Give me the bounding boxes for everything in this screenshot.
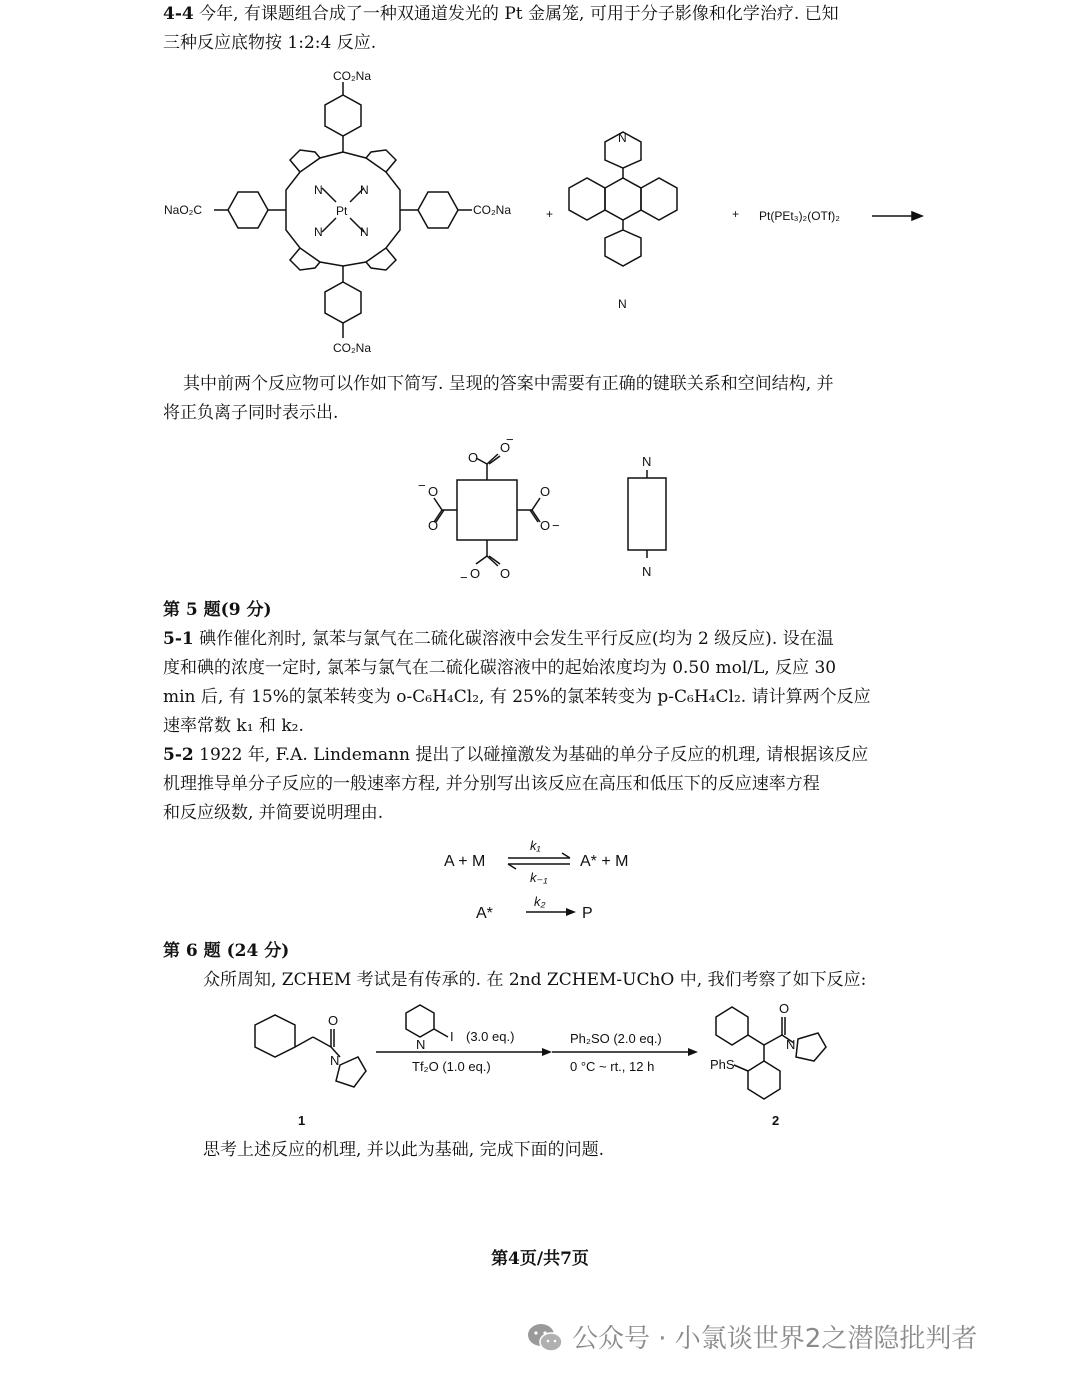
reagent1-bottom: Tf₂O (1.0 eq.) <box>412 1059 491 1074</box>
k2-label: k₂ <box>534 894 546 909</box>
carboxylate-o: O <box>500 566 511 581</box>
q5-2-line2: 机理推导单分子反应的一般速率方程, 并分别写出该反应在高压和低压下的反应速率方程 <box>163 774 820 794</box>
k1-label: k₁ <box>530 838 541 853</box>
q44-line1-text: 今年, 有课题组合成了一种双通道发光的 Pt 金属笼, 可用于分子影像和化学治疗. 已知 <box>199 4 839 24</box>
eq2-left: A* <box>476 905 493 922</box>
minus-sign: − <box>506 432 514 447</box>
pyridine-n: N <box>416 1037 426 1052</box>
co2na-right: CO₂Na <box>473 203 511 217</box>
q44-para-line2: 将正负离子同时表示出. <box>163 403 339 423</box>
lindemann-mechanism <box>430 830 660 930</box>
compound-1-label: 1 <box>298 1113 306 1128</box>
k-minus1-label: k₋₁ <box>530 870 548 885</box>
minus-sign: − <box>418 478 426 493</box>
q6-reaction-scheme <box>220 995 860 1135</box>
amide-n-1: N <box>330 1053 340 1068</box>
phs-label: PhS <box>710 1057 735 1072</box>
carboxylate-o: O <box>428 484 439 499</box>
carboxylate-o: O <box>470 566 481 581</box>
q5-1-line1 <box>163 625 834 654</box>
q44-para-line1: 其中前两个反应物可以作如下简写. 呈现的答案中需要有正确的键联关系和空间结构, 并 <box>183 374 834 394</box>
carboxylate-o: O <box>540 518 551 533</box>
linker-n-bottom: N <box>642 564 652 579</box>
compound-2-label: 2 <box>772 1113 780 1128</box>
watermark-text: 公众号 · 小氯谈世界2之潜隐批判者 <box>572 1324 978 1354</box>
co2na-bottom: CO₂Na <box>333 341 371 355</box>
co2na-top: CO₂Na <box>333 69 371 83</box>
wechat-icon <box>526 1322 564 1354</box>
carboxylate-o: O <box>468 450 479 465</box>
nao2c-left: NaO₂C <box>164 203 202 217</box>
q5-1-line2: 度和碘的浓度一定时, 氯苯与氯气在二硫化碳溶液中的起始浓度均为 0.50 mol/L, 反应 30 <box>163 658 837 678</box>
n-label: N <box>314 225 323 239</box>
q44-label: 4-4 <box>163 4 194 24</box>
q5-2-line3: 和反应级数, 并简要说明理由. <box>163 803 384 823</box>
eq2-product: P <box>582 905 593 922</box>
minus-sign: − <box>460 570 468 585</box>
page-number: 第4页/共7页 <box>491 1249 589 1269</box>
q6-intro: 众所周知, ZCHEM 考试是有传承的. 在 2nd ZCHEM-UChO 中, 我们考察了如下反应: <box>203 970 867 990</box>
q5-1-label: 5-1 <box>163 629 194 649</box>
pt-label: Pt <box>336 204 348 218</box>
reagent1-top: (3.0 eq.) <box>466 1029 515 1044</box>
q6-heading: 第 6 题 (24 分) <box>163 941 290 961</box>
pyridine-n-top: N <box>618 131 627 145</box>
n-label: N <box>360 225 369 239</box>
q6-closing: 思考上述反应的机理, 并以此为基础, 完成下面的问题. <box>203 1140 605 1160</box>
q5-1-line4: 速率常数 k₁ 和 k₂. <box>163 716 304 736</box>
amide-n-2: N <box>786 1037 796 1052</box>
q5-1-line1-text: 碘作催化剂时, 氯苯与氯气在二硫化碳溶液中会发生平行反应(均为 2 级反应). 设在温 <box>199 629 834 649</box>
q5-2-line1 <box>163 741 868 770</box>
plus-sign: + <box>732 207 740 221</box>
eq1-left: A + M <box>444 853 486 870</box>
pyridine-n-bottom: N <box>618 297 627 311</box>
reagent2-top: Ph₂SO (2.0 eq.) <box>570 1031 662 1046</box>
pt-reagent: Pt(PEt₃)₂(OTf)₂ <box>759 209 840 223</box>
q5-2-line1-text: 1922 年, F.A. Lindemann 提出了以碰撞激发为基础的单分子反应的机理, 请根据该反应 <box>199 745 869 765</box>
n-label: N <box>360 183 369 197</box>
carbonyl-o-2: O <box>779 1001 790 1016</box>
minus-sign: − <box>552 518 560 533</box>
reagent2-bottom: 0 °C ~ rt., 12 h <box>570 1059 655 1074</box>
q5-2-label: 5-2 <box>163 745 194 765</box>
eq1-right: A* + M <box>580 853 629 870</box>
q44-line2: 三种反应底物按 1:2:4 反应. <box>163 33 377 53</box>
n-label: N <box>314 183 323 197</box>
carboxylate-o: O <box>540 484 551 499</box>
linker-n-top: N <box>642 454 652 469</box>
q5-heading: 第 5 题(9 分) <box>163 600 272 620</box>
carboxylate-o: O <box>500 440 511 455</box>
q5-1-line3: min 后, 有 15%的氯苯转变为 o-C₆H₄Cl₂, 有 25%的氯苯转变为 p-C₆H₄Cl₂. 请计算两个反应 <box>163 687 871 707</box>
carbonyl-o-1: O <box>328 1013 339 1028</box>
plus-sign: + <box>546 207 554 221</box>
simplified-structures <box>400 430 680 590</box>
carboxylate-o: O <box>428 518 439 533</box>
porphyrin-reaction-scheme <box>150 60 940 360</box>
q44-line1 <box>163 0 839 29</box>
iodo-atom: I <box>450 1029 454 1044</box>
